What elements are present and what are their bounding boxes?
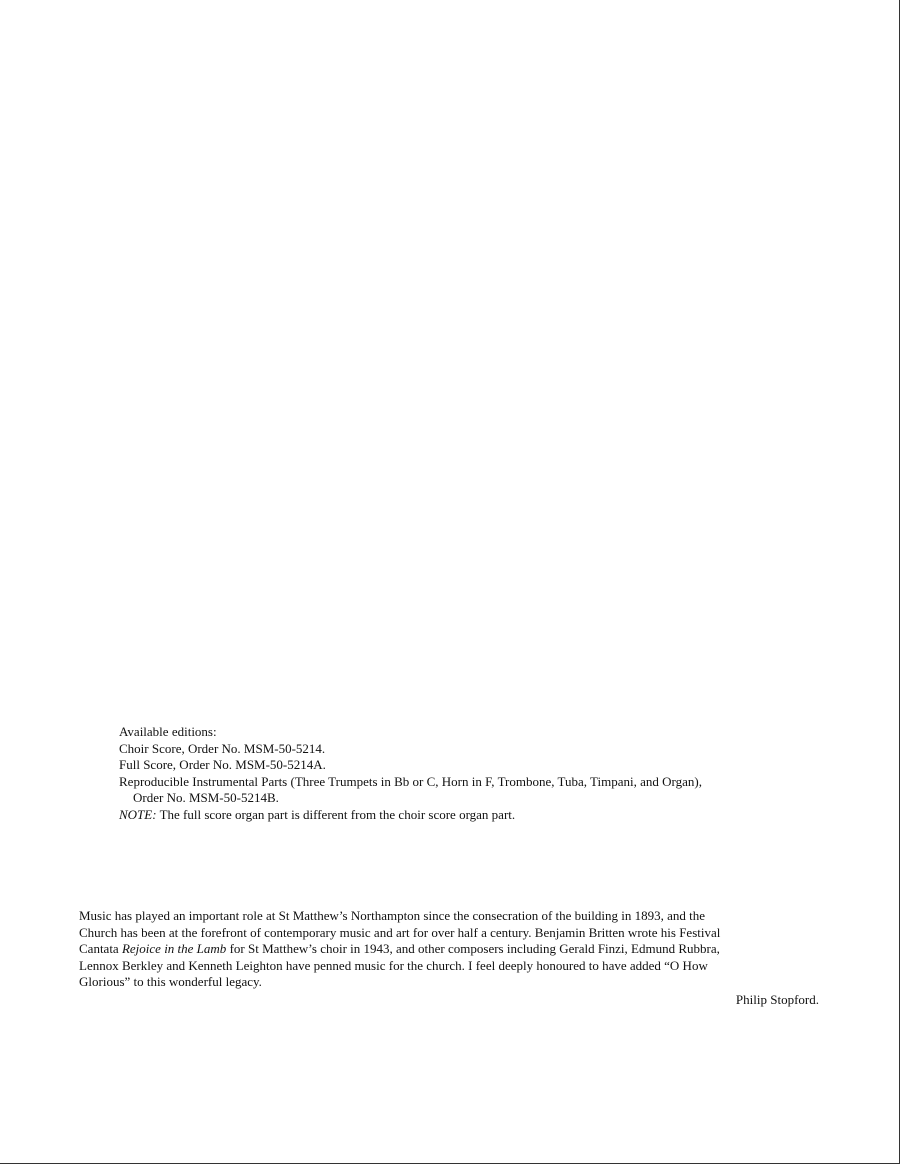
composer-note-line-4: Lennox Berkley and Kenneth Leighton have penned music for the church. I feel deeply honoured to have added “O How (79, 957, 708, 973)
edition-full-score: Full Score, Order No. MSM-50-5214A. (119, 757, 326, 773)
composer-note-line-5: Glorious” to this wonderful legacy. (79, 974, 262, 990)
composer-note-line-1: Music has played an important role at St Matthew’s Northampton since the consecration of the building in 1893, and the (79, 908, 706, 923)
line-3-pre: Cantata (79, 941, 122, 957)
available-editions (119, 724, 819, 824)
note-label: NOTE: (119, 806, 157, 822)
editions-heading: Available editions: (119, 724, 217, 739)
edition-note (119, 807, 819, 824)
composer-signature: Philip Stopford. (735, 992, 819, 1007)
line-3-post: for St Matthew’s choir in 1943, and other composers including Gerald Finzi, Edmund Rubbra, (226, 941, 720, 957)
composer-note-line-3 (79, 941, 821, 958)
cantata-title: Rejoice in the Lamb (121, 941, 227, 957)
composer-note (79, 908, 821, 991)
composer-note-line-2: Church has been at the forefront of contemporary music and art for over half a century. Benjamin Britten wrote his Festival (79, 924, 721, 940)
note-text: The full score organ part is different from the choir score organ part. (156, 806, 516, 822)
edition-choir-score: Choir Score, Order No. MSM-50-5214. (119, 740, 326, 756)
edition-parts-line-2: Order No. MSM-50-5214B. (133, 790, 279, 806)
edition-parts-line-1: Reproducible Instrumental Parts (Three Trumpets in Bb or C, Horn in F, Trombone, Tuba, Timpani, and Organ), (119, 773, 702, 789)
